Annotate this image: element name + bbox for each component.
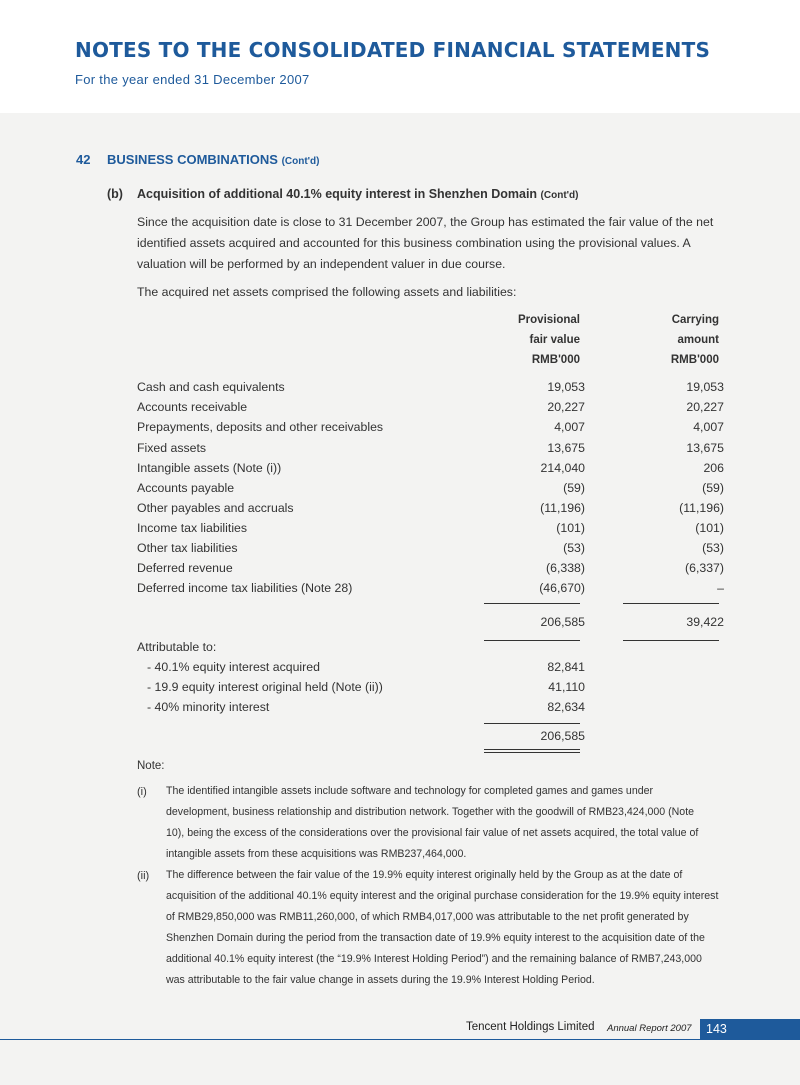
carrying-amount-cell: 20,227 — [686, 400, 724, 414]
row-label: - 40% minority interest — [147, 700, 270, 714]
carrying-amount-cell: – — [717, 581, 724, 595]
table-row — [0, 561, 800, 581]
subtotal-rule — [484, 723, 580, 724]
fair-value-cell: 20,227 — [547, 400, 585, 414]
note-line: The difference between the fair value of the 19.9% equity interest originally held by the Group as at the date of — [166, 869, 683, 881]
fair-value-cell: 13,675 — [547, 441, 585, 455]
subtotal-rule — [484, 603, 580, 604]
note-line: development, business relationship and distribution network. Together with the goodwill of RMB23,424,000 (Note — [166, 806, 695, 818]
note-number: (i) — [137, 786, 147, 798]
note-line: 10), being the excess of the considerations over the provisional fair value of net assets acquired, the total value of — [166, 827, 699, 839]
row-label: Intangible assets (Note (i)) — [137, 461, 282, 475]
row-label: Accounts payable — [137, 481, 235, 495]
carrying-amount-cell: (101) — [695, 521, 724, 535]
carrying-amount-cell: 206 — [703, 461, 724, 475]
note-line: intangible assets from these acquisitions was RMB237,464,000. — [166, 848, 467, 860]
row-label: - 19.9 equity interest original held (Note (ii)) — [147, 680, 383, 694]
row-label: Other payables and accruals — [137, 501, 294, 515]
paragraph-line: Since the acquisition date is close to 31 December 2007, the Group has estimated the fair value of the net — [137, 215, 714, 229]
attributable-total: 206,585 — [540, 729, 585, 743]
column-header-fair-value — [470, 310, 580, 370]
carrying-amount-cell: (11,196) — [679, 501, 724, 515]
footer-company: Tencent Holdings Limited — [466, 1021, 595, 1033]
column-header-line: amount — [677, 334, 719, 346]
table-row — [0, 660, 800, 680]
note-line: The identified intangible assets include software and technology for completed games and games under — [166, 785, 654, 797]
fair-value-cell: (46,670) — [539, 581, 585, 595]
row-label: Prepayments, deposits and other receivables — [137, 420, 384, 434]
section-title-text: BUSINESS COMBINATIONS — [107, 152, 278, 167]
column-header-line: RMB'000 — [531, 354, 580, 366]
double-rule-bottom — [484, 752, 580, 753]
fair-value-cell: 4,007 — [554, 420, 585, 434]
table-row — [0, 461, 800, 481]
column-header-line: Carrying — [671, 314, 719, 326]
row-label: Deferred income tax liabilities (Note 28) — [137, 581, 353, 595]
table-total-row — [0, 615, 800, 635]
fair-value-cell: (11,196) — [540, 501, 585, 515]
row-label: Cash and cash equivalents — [137, 380, 285, 394]
subsection-title — [137, 187, 578, 201]
table-row — [0, 680, 800, 700]
attributable-heading-row — [0, 640, 800, 660]
double-rule-top — [484, 749, 580, 750]
fair-value-cell: (101) — [556, 521, 585, 535]
carrying-amount-cell: (6,337) — [685, 561, 724, 575]
table-row — [0, 420, 800, 440]
page-number: 143 — [706, 1022, 727, 1036]
section-cont: (Cont'd) — [281, 156, 320, 167]
section-title — [107, 152, 319, 167]
table-row — [0, 521, 800, 541]
fair-value-cell: (53) — [563, 541, 585, 555]
paragraph-intro: The acquired net assets comprised the following assets and liabilities: — [137, 285, 517, 299]
fair-value-cell: 82,634 — [547, 700, 585, 714]
row-label: Deferred revenue — [137, 561, 233, 575]
note-number: (ii) — [137, 870, 150, 882]
footer-report: Annual Report 2007 — [607, 1023, 692, 1034]
carrying-amount-cell: (53) — [702, 541, 724, 555]
carrying-amount-total: 39,422 — [686, 615, 724, 629]
table-row — [0, 700, 800, 720]
column-header-line: RMB'000 — [670, 354, 719, 366]
paragraph-line: identified assets acquired and accounted for this business combination using the provisional values. A — [137, 236, 691, 250]
notes-heading: Note: — [137, 760, 165, 772]
carrying-amount-cell: (59) — [702, 481, 724, 495]
carrying-amount-cell: 4,007 — [693, 420, 724, 434]
table-row — [0, 501, 800, 521]
note-line: Shenzhen Domain during the period from the transaction date of 19.9% equity interest to the acquisition date of the — [166, 932, 705, 944]
fair-value-cell: 19,053 — [547, 380, 585, 394]
row-label: - 40.1% equity interest acquired — [147, 660, 320, 674]
page-title: NOTES TO THE CONSOLIDATED FINANCIAL STATEMENTS — [75, 38, 711, 62]
table-row — [0, 481, 800, 501]
note-line: acquisition of the additional 40.1% equity interest and the original purchase consideration for the 19.9% equity interest — [166, 890, 719, 902]
attributable-heading: Attributable to: — [137, 640, 217, 654]
fair-value-total: 206,585 — [540, 615, 585, 629]
paragraph-line: valuation will be performed by an independent valuer in due course. — [137, 257, 506, 271]
subtotal-rule — [623, 603, 719, 604]
attributable-total-row — [0, 729, 800, 749]
page-subtitle: For the year ended 31 December 2007 — [75, 72, 310, 87]
table-row — [0, 541, 800, 561]
column-header-carrying-amount — [609, 310, 719, 370]
note-line: of RMB29,850,000 was RMB11,260,000, of which RMB4,017,000 was attributable to the net profit generated by — [166, 911, 689, 923]
subsection-label: (b) — [107, 187, 123, 201]
fair-value-cell: (59) — [563, 481, 585, 495]
carrying-amount-cell: 19,053 — [686, 380, 724, 394]
fair-value-cell: 214,040 — [540, 461, 585, 475]
table-row — [0, 581, 800, 601]
subsection-title-text: Acquisition of additional 40.1% equity interest in Shenzhen Domain — [137, 187, 538, 201]
note-line: additional 40.1% equity interest (the “19.9% Interest Holding Period”) and the remaining balance of RMB7,243,000 — [166, 953, 702, 965]
fair-value-cell: (6,338) — [546, 561, 585, 575]
row-label: Accounts receivable — [137, 400, 248, 414]
subsection-cont: (Cont'd) — [540, 190, 579, 201]
table-row — [0, 380, 800, 400]
row-label: Income tax liabilities — [137, 521, 248, 535]
note-line: was attributable to the fair value change in assets during the 19.9% Interest Holding Period. — [166, 974, 595, 986]
section-number: 42 — [76, 152, 91, 167]
carrying-amount-cell: 13,675 — [686, 441, 724, 455]
fair-value-cell: 82,841 — [547, 660, 585, 674]
footer-rule — [0, 1039, 800, 1040]
table-row — [0, 441, 800, 461]
column-header-line: fair value — [529, 334, 580, 346]
page-number-badge — [700, 1019, 800, 1039]
fair-value-cell: 41,110 — [548, 680, 585, 694]
row-label: Other tax liabilities — [137, 541, 238, 555]
table-row — [0, 400, 800, 420]
column-header-line: Provisional — [518, 314, 580, 326]
row-label: Fixed assets — [137, 441, 207, 455]
